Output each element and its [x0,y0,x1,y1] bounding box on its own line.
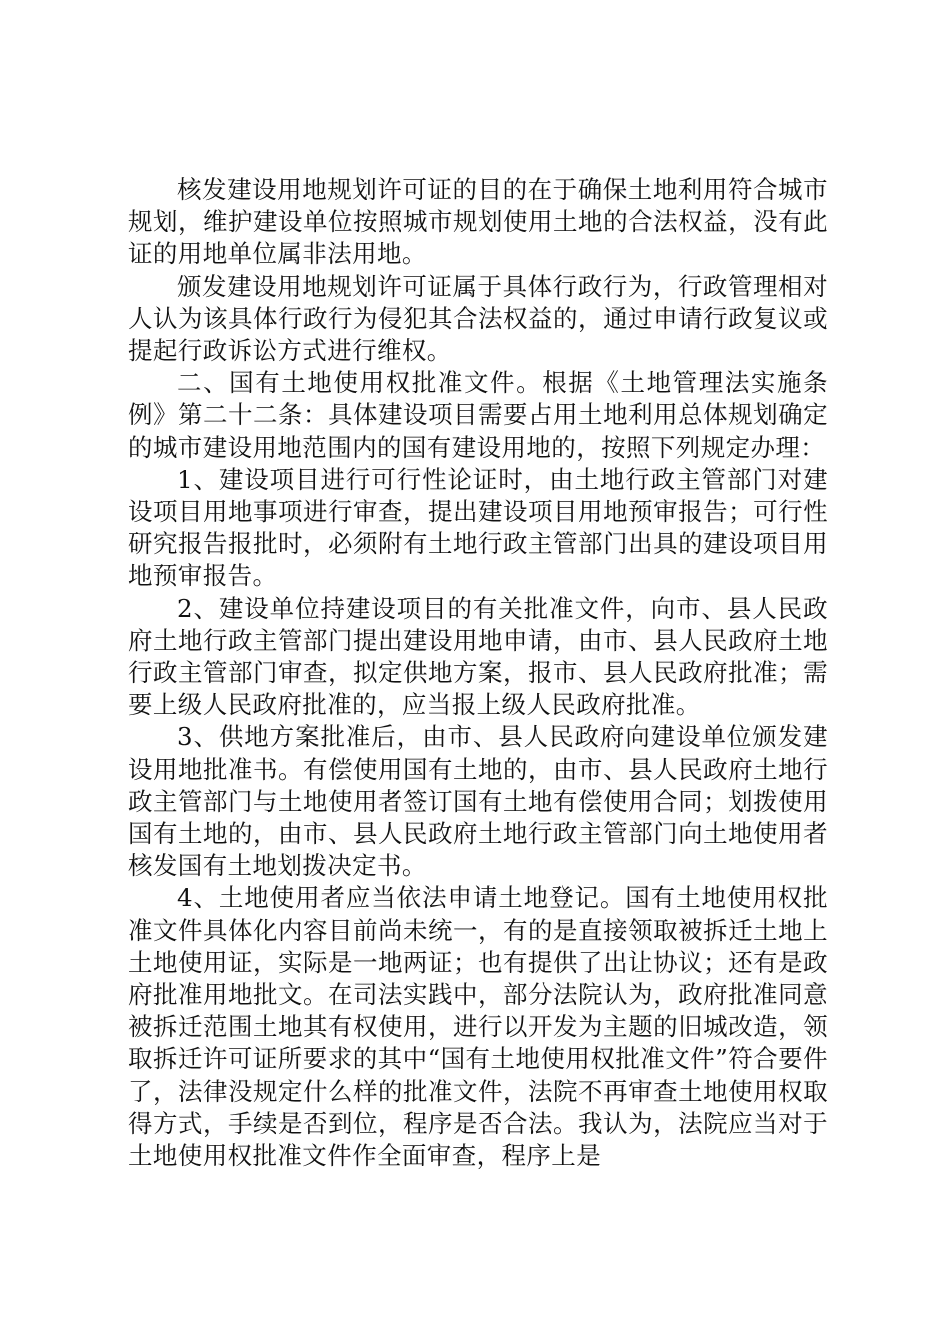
document-body [128,174,828,1172]
paragraph-land-use-right-approval: 二、国有土地使用权批准文件。根据《土地管理法实施条例》第二十二条：具体建设项目需要占用土地利用总体规划确定的城市建设用地范围内的国有建设用地的，按照下列规定办理： [128,368,828,462]
paragraph-item-3-approval-letter: 3、供地方案批准后，由市、县人民政府向建设单位颁发建设用地批准书。有偿使用国有土地的，由市、县人民政府土地行政主管部门与土地使用者签订国有土地有偿使用合同；划拨使用国有土地的，由市、县人民政府土地行政主管部门向土地使用者核发国有土地划拨决定书。 [128,722,828,881]
paragraph-item-2-application: 2、建设单位持建设项目的有关批准文件，向市、县人民政府土地行政主管部门提出建设用地申请，由市、县人民政府土地行政主管部门审查，拟定供地方案，报市、县人民政府批准；需要上级人民政府批准的，应当报上级人民政府批准。 [128,593,828,720]
paragraph-item-1-feasibility: 1、建设项目进行可行性论证时，由土地行政主管部门对建设项目用地事项进行审查，提出建设项目用地预审报告；可行性研究报告报批时，必须附有土地行政主管部门出具的建设项目用地预审报告。 [128,464,828,591]
paragraph-land-planning-permit-purpose: 核发建设用地规划许可证的目的在于确保土地利用符合城市规划，维护建设单位按照城市规划使用土地的合法权益，没有此证的用地单位属非法用地。 [128,175,828,269]
paragraph-administrative-act-remedy: 颁发建设用地规划许可证属于具体行政行为，行政管理相对人认为该具体行政行为侵犯其合法权益的，通过申请行政复议或提起行政诉讼方式进行维权。 [128,271,828,366]
paragraph-item-4-land-registration: 4、土地使用者应当依法申请土地登记。国有土地使用权批准文件具体化内容目前尚未统一，有的是直接领取被拆迁土地上土地使用证，实际是一地两证；也有提供了出让协议；还有是政府批准用地批文。在司法实践中，部分法院认为，政府批准同意被拆迁范围土地其有权使用，进行以开发为主题的旧城改造，领取拆迁许可证所要求的其中“国有土地使用权批准文件”符合要件了，法律没规定什么样的批准文件，法院不再审查土地使用权取得方式，手续是否到位，程序是否合法。我认为，法院应当对于土地使用权批准文件作全面审查，程序上是 [128,883,828,1171]
